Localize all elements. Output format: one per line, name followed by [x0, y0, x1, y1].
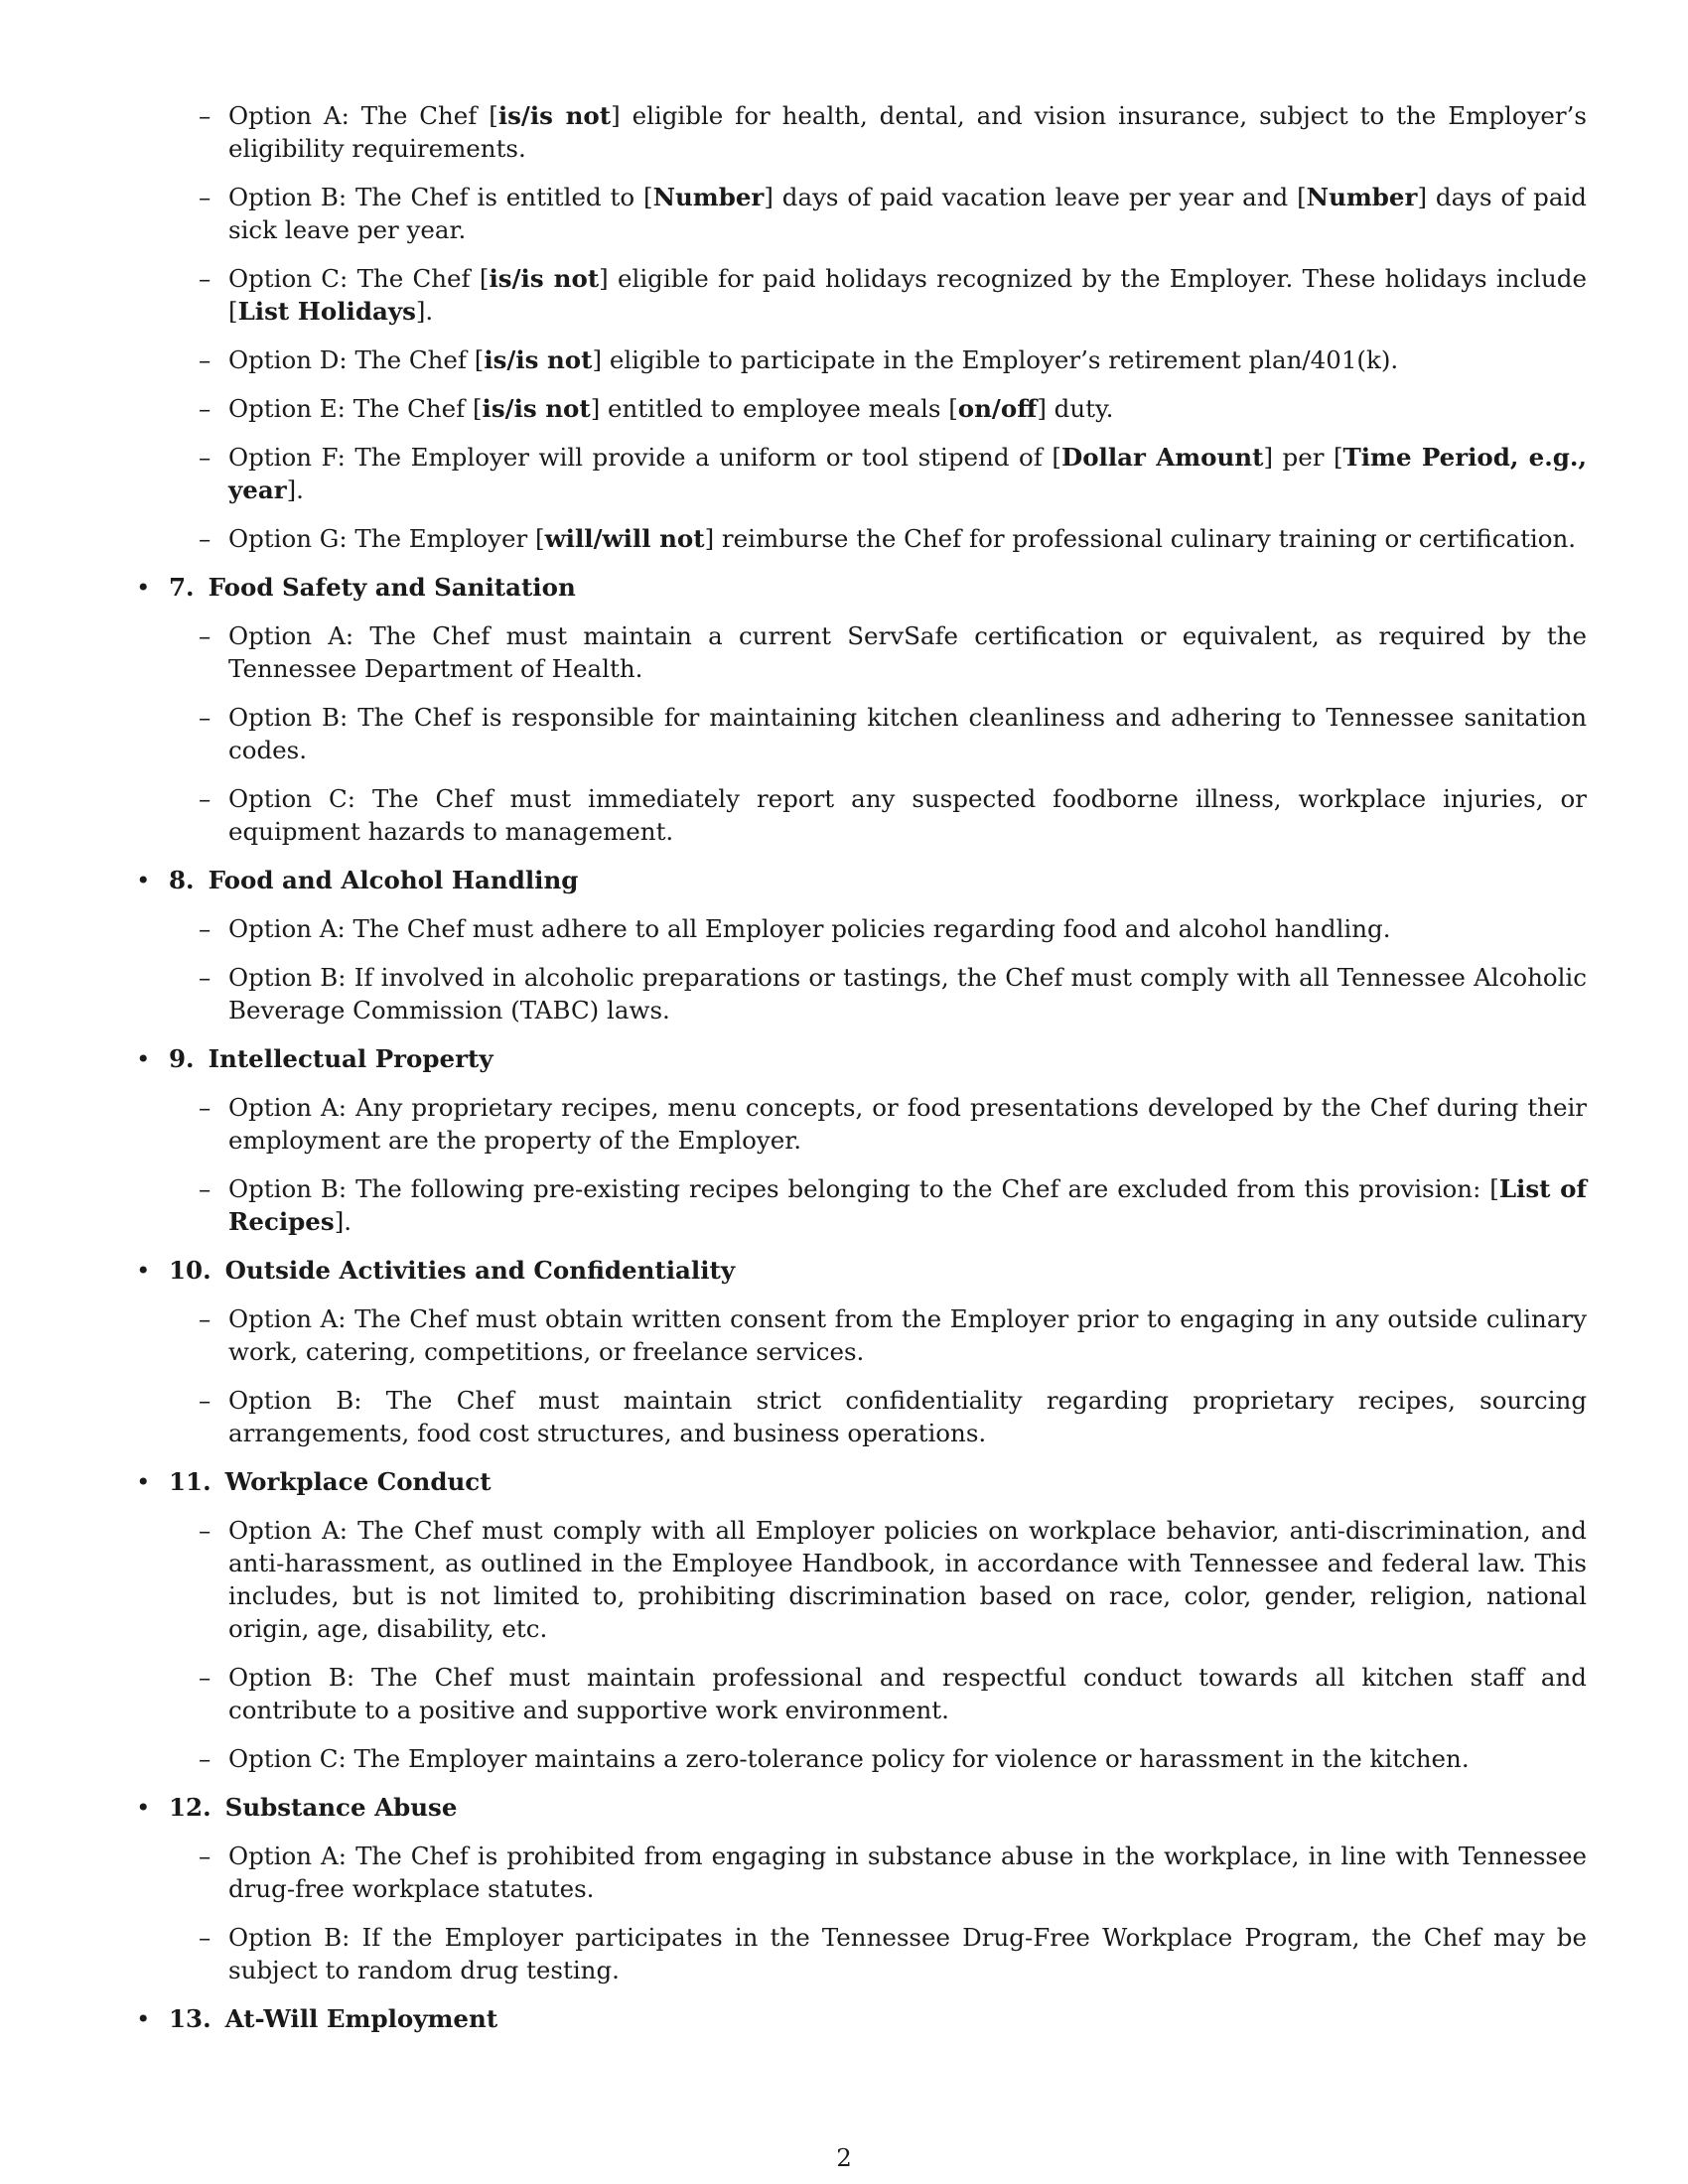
dash-marker: –	[199, 1093, 211, 1122]
section-number: 11.	[169, 1467, 211, 1496]
option-text: ] eligible for paid holidays recognized by the Employer. These holidays include [	[228, 264, 1587, 326]
option-text: Option A: The Chef must adhere to all Employer policies regarding food and alcohol handling.	[228, 914, 1391, 943]
option-item	[199, 441, 1587, 506]
dash-marker: –	[199, 345, 211, 374]
option-text: Option A: The Chef must obtain written consent from the Employer prior to engaging in any outside culinary work, catering, competitions, or freelance services.	[228, 1304, 1587, 1366]
option-item	[199, 1661, 1587, 1726]
dash-marker: –	[199, 1923, 211, 1952]
section-title: Substance Abuse	[224, 1793, 458, 1822]
option-text: ] days of paid vacation leave per year and [	[764, 183, 1307, 211]
option-item	[199, 619, 1587, 685]
option-text: Option C: The Chef must immediately report any suspected foodborne illness, workplace injuries, or equipment hazards to management.	[228, 784, 1587, 846]
option-text: ] days of paid sick leave per year.	[228, 183, 1587, 244]
option-text: ].	[334, 1207, 352, 1236]
option-text: ] eligible for health, dental, and vision insurance, subject to the Employer’s eligibility requirements.	[228, 101, 1588, 163]
page-number: 2	[836, 2143, 852, 2172]
option-text: ] reimburse the Chef for professional culinary training or certification.	[704, 524, 1577, 553]
option-text: Option C: The Chef [	[228, 264, 490, 293]
dash-marker: –	[199, 1842, 211, 1870]
dash-marker: –	[199, 183, 211, 211]
dash-marker: –	[199, 394, 211, 423]
placeholder-field: Time Period, e.g., year	[228, 443, 1587, 504]
dash-marker: –	[199, 443, 211, 472]
option-item	[199, 701, 1587, 766]
bullet-marker: •	[136, 866, 151, 894]
section-title: Food Safety and Sanitation	[208, 573, 576, 602]
dash-marker: –	[199, 264, 211, 293]
section-heading	[136, 1791, 1688, 1824]
dash-marker: –	[199, 1516, 211, 1545]
bullet-marker: •	[136, 2004, 151, 2033]
option-item	[199, 1302, 1587, 1368]
dash-marker: –	[199, 1304, 211, 1333]
option-text: Option B: If involved in alcoholic preparations or tastings, the Chef must comply with all Tennessee Alcoholic Beverage Commission (TABC) laws.	[228, 963, 1587, 1024]
placeholder-field: is/is not	[497, 101, 612, 130]
bullet-marker: •	[136, 573, 151, 602]
dash-marker: –	[199, 1744, 211, 1773]
option-item	[199, 343, 1587, 376]
placeholder-field: on/off	[957, 394, 1038, 423]
bullet-marker: •	[136, 1044, 151, 1073]
option-item	[199, 1742, 1587, 1775]
option-item	[199, 1921, 1587, 1986]
placeholder-field: Number	[1306, 183, 1418, 211]
option-item	[199, 1091, 1587, 1157]
section-number: 13.	[169, 2004, 211, 2033]
dash-marker: –	[199, 784, 211, 813]
section-heading	[136, 1254, 1688, 1287]
option-text: Option B: If the Employer participates in the Tennessee Drug-Free Workplace Program, the Chef may be subject to random drug testing.	[228, 1923, 1587, 1984]
bullet-marker: •	[136, 1467, 151, 1496]
placeholder-field: Dollar Amount	[1060, 443, 1264, 472]
placeholder-field: List of Recipes	[228, 1174, 1588, 1236]
section-title: Food and Alcohol Handling	[208, 866, 579, 894]
option-text: Option A: The Chef must maintain a current ServSafe certification or equivalent, as required by the Tennessee Department of Health.	[228, 621, 1587, 683]
option-item	[199, 912, 1587, 945]
section-title: Workplace Conduct	[224, 1467, 492, 1496]
section-heading	[136, 2002, 1688, 2035]
option-text: ] duty.	[1037, 394, 1114, 423]
bullet-marker: •	[136, 1256, 151, 1285]
bullet-marker: •	[136, 1793, 151, 1822]
section-title: At-Will Employment	[224, 2004, 498, 2033]
placeholder-field: Number	[652, 183, 765, 211]
section-title: Intellectual Property	[208, 1044, 493, 1073]
option-item	[199, 99, 1588, 165]
placeholder-field: is/is not	[484, 345, 593, 374]
option-item	[199, 1840, 1587, 1905]
section-title: Outside Activities and Confidentiality	[224, 1256, 736, 1285]
placeholder-field: List Holidays	[237, 297, 416, 326]
placeholder-field: will/will not	[544, 524, 705, 553]
option-text: Option F: The Employer will provide a uniform or tool stipend of [	[228, 443, 1061, 472]
dash-marker: –	[199, 621, 211, 650]
option-text: Option B: The following pre-existing recipes belonging to the Chef are excluded from this provision: [	[228, 1174, 1499, 1203]
option-item	[199, 181, 1587, 246]
option-text: Option G: The Employer [	[228, 524, 545, 553]
option-item	[199, 961, 1587, 1026]
placeholder-field: is/is not	[489, 264, 600, 293]
option-text: ] eligible to participate in the Employer’s retirement plan/401(k).	[592, 345, 1399, 374]
dash-marker: –	[199, 524, 211, 553]
option-item	[199, 782, 1587, 848]
dash-marker: –	[199, 1386, 211, 1415]
option-text: Option A: The Chef must comply with all Employer policies on workplace behavior, anti-discrimination, and anti-harassment, as outlined in the Employee Handbook, in accordance with Tennessee and federal law. This includes, but is not limited to, prohibiting discrimination based on race, color, gender, religion, national origin, age, disability, etc.	[228, 1516, 1587, 1643]
option-item	[199, 392, 1587, 425]
option-text: Option B: The Chef must maintain strict confidentiality regarding proprietary recipes, sourcing arrangements, food cost structures, and business operations.	[228, 1386, 1587, 1447]
option-text: ] entitled to employee meals [	[590, 394, 958, 423]
option-item	[199, 1172, 1588, 1238]
dash-marker: –	[199, 1663, 211, 1692]
dash-marker: –	[199, 1174, 211, 1203]
option-text: Option E: The Chef [	[228, 394, 483, 423]
option-text: ] per [	[1263, 443, 1343, 472]
dash-marker: –	[199, 914, 211, 943]
section-heading	[136, 864, 1688, 896]
option-text: Option C: The Employer maintains a zero-tolerance policy for violence or harassment in the kitchen.	[228, 1744, 1470, 1773]
option-text: Option A: The Chef is prohibited from engaging in substance abuse in the workplace, in line with Tennessee drug-free workplace statutes.	[228, 1842, 1587, 1903]
option-text: Option B: The Chef is responsible for maintaining kitchen cleanliness and adhering to Tennessee sanitation codes.	[228, 703, 1587, 764]
dash-marker: –	[199, 101, 211, 130]
option-text: Option B: The Chef must maintain professional and respectful conduct towards all kitchen staff and contribute to a positive and supportive work environment.	[228, 1663, 1587, 1724]
section-heading	[136, 1465, 1688, 1498]
section-number: 9.	[169, 1044, 195, 1073]
option-text: Option A: The Chef [	[228, 101, 498, 130]
option-text: ].	[415, 297, 434, 326]
document-body	[0, 99, 1688, 2051]
option-text: Option D: The Chef [	[228, 345, 485, 374]
dash-marker: –	[199, 963, 211, 992]
option-item	[199, 1384, 1587, 1449]
option-text: Option B: The Chef is entitled to [	[228, 183, 653, 211]
placeholder-field: is/is not	[482, 394, 591, 423]
section-number: 8.	[169, 866, 195, 894]
option-text: ].	[286, 476, 304, 504]
section-heading	[136, 1042, 1688, 1075]
section-number: 10.	[169, 1256, 211, 1285]
option-item	[199, 522, 1587, 555]
option-text: Option A: Any proprietary recipes, menu concepts, or food presentations developed by the Chef during their employment are the property of the Employer.	[228, 1093, 1587, 1155]
option-item	[199, 262, 1587, 328]
dash-marker: –	[199, 703, 211, 732]
section-number: 7.	[169, 573, 195, 602]
option-item	[199, 1514, 1587, 1645]
section-heading	[136, 571, 1688, 604]
section-number: 12.	[169, 1793, 211, 1822]
